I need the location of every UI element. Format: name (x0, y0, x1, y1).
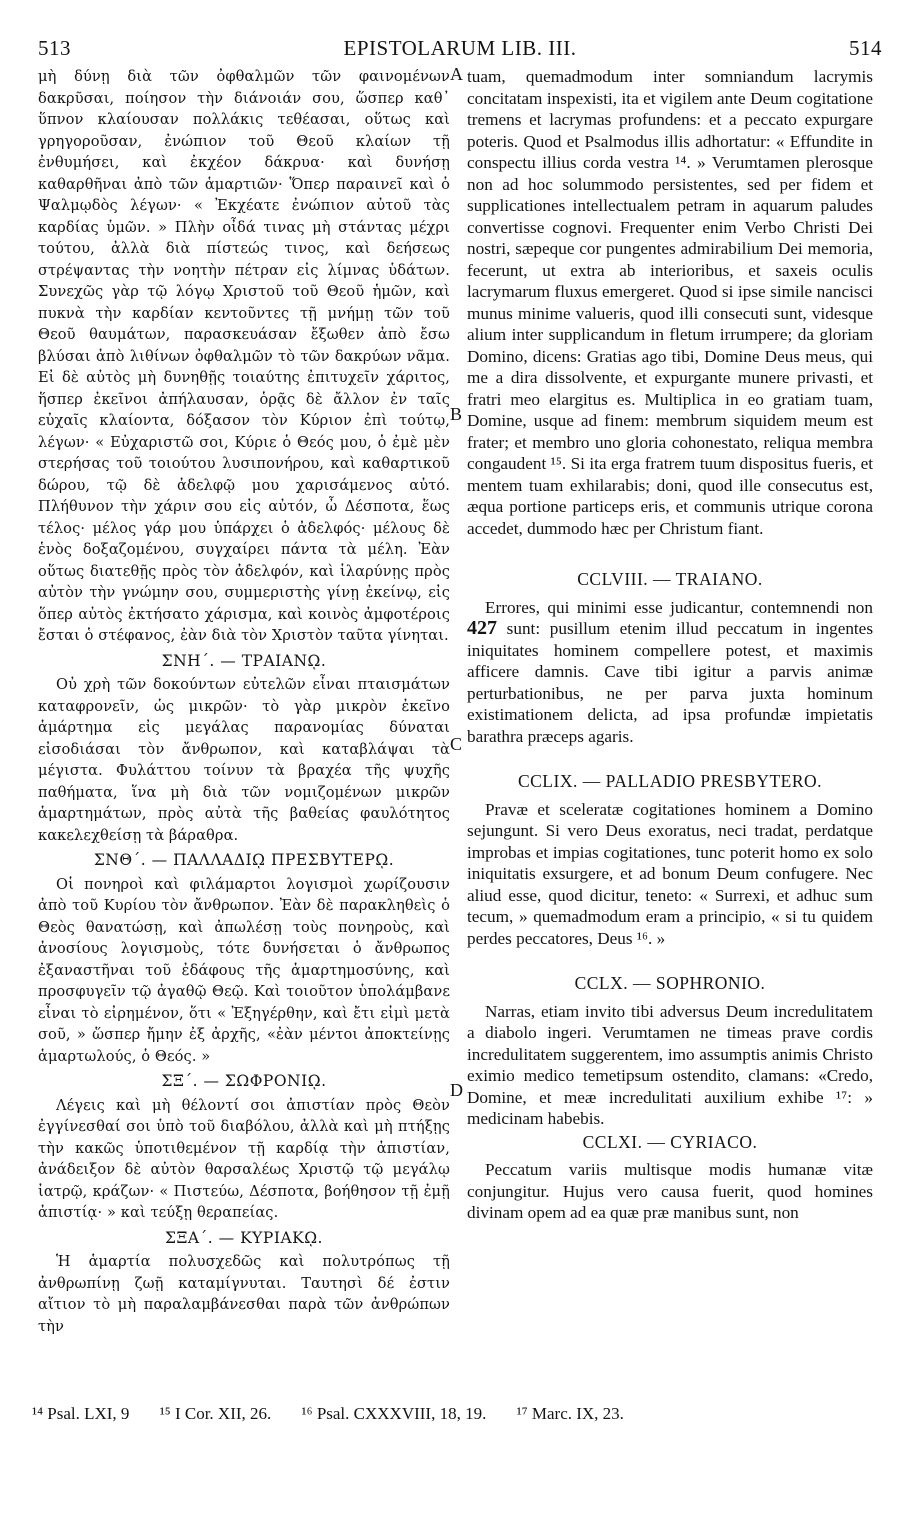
greek-paragraph: Οὐ χρὴ τῶν δοκούντων εὐτελῶν εἶναι πταισμάτων καταφρονεῖν, ὡς μικρῶν· τὸ γὰρ μικρὸν ἐκεῖνο ἁμάρτημα εἰς μεγάλας παρανομίας δύναται εἰσοδιάσαι τὸν ἄνθρωπον, καὶ καταβλάψαι τὰ μέγιστα. Φυλάττου τοίνυν τὰ βραχέα τῆς ψυχῆς παθήματα, ἵνα μὴ διὰ τῶν νομιζομένων μικρῶν ἁμαρτημάτων, πρὸς αὐτὰ τῆς βαθείας φαυλότητος κακελεχθείσῃ τὰ βάραθρα. (38, 676, 450, 844)
greek-letter-heading: ΣΞΑ´. — ΚΥΡΙΑΚῼ. (164, 1228, 323, 1247)
greek-column (38, 66, 450, 1337)
latin-letter-heading: CCLVIII. — TRAIANO. (577, 569, 763, 589)
latin-paragraph (467, 597, 873, 748)
running-title: EPISTOLARUM LIB. III. (343, 36, 577, 60)
greek-letter-heading: ΣΝΗ´. — ΤΡΑΙΑΝῼ. (161, 651, 327, 670)
right-page-number: 514 (849, 36, 882, 60)
margin-letter-c: C (450, 734, 463, 754)
latin-paragraph: Narras, etiam invito tibi adversus Deum incredulitatem a diabolo ingeri. Verumtamen ne timeas prave cordis incredulitatem suggerentem, imo assumptis animis Christo eximio medico temetipsum ostendito, clamans: «Credo, Domine, et meæ incredulitati auxilium exhibe ¹⁷: » medicinam habebis. (467, 1001, 873, 1128)
greek-letter-heading: ΣΞ´. — ΣΩΦΡΟΝΙῼ. (161, 1072, 327, 1090)
latin-letter-heading: CCLXI. — CYRIACO. (582, 1131, 758, 1152)
running-header (38, 36, 882, 62)
latin-text: Errores, qui minimi esse judicantur, contemnendi non (485, 597, 873, 617)
latin-letter-heading: CCLIX. — PALLADIO PRESBYTERO. (517, 771, 823, 791)
footnotes (32, 1404, 882, 1424)
latin-letter-heading: CCLX. — SOPHRONIO. (574, 973, 766, 993)
margin-letter-b: B (450, 404, 463, 424)
left-page-number: 513 (38, 36, 71, 60)
footnote: ¹⁵ I Cor. XII, 26. (159, 1404, 272, 1423)
footnote: ¹⁷ Marc. IX, 23. (516, 1404, 624, 1423)
latin-paragraph: tuam, quemadmodum inter somniandum lacrymis concitatam inspexisti, ita et vigilem ante Deum cogitatione tremens et lacrymas profundens: et a peccato expurgare poteris. Quod et Psalmodus illis adhortatur: « Effundite in conspectu illius corda vestra ¹⁴. » Verumtamen plerosque non ad hoc solummodo persistentes, sed per fidem et supplicationes intellectualem petram in aquarum paludes convertisse cognovi. Frequenter enim Verbo Christi Dei nostri, sæpeque cor pungentes admirabilium Dei memoria, fecerunt, ut extra ab interioribus, et saxeis oculis lacrymarum fluxus emergeret. Quod si ipse simile nancisci munus minime valueris, quod illi consecuti sunt, videsque alium inter supplicandum in fletum irrumpere; da gloriam Domino, dicens: Gratias ago tibi, Domine Deus meus, qui me a dira dissolvente, et expurgante munere privasti, et fratri meo elargitus es. Multiplica in eo gratiam tuam, Domine, usque ad finem: membrum siquidem meum est frater; et membro uno gloria cohonestato, reliqua membra congaudent ¹⁵. Si ita erga fratrem tuum dispositus fueris, et mentem tuam exhilarabis; doni, quod ille consecutus est, æqua portione particeps eris, et communis utrique corona accedet, dummodo hæc per Christum fiant. (467, 67, 873, 538)
greek-paragraph: Ἡ ἁμαρτία πολυσχεδῶς καὶ πολυτρόπως τῇ ἀνθρωπίνῃ ζωῇ καταμίγνυται. Ταυτησὶ δέ ἐστιν αἴτιον τὸ μὴ παραλαμβάνεσθαι παρὰ τῶν ἀνθρώπων τὴν (38, 1253, 450, 1335)
margin-letter-a: A (450, 64, 463, 84)
latin-paragraph: Pravæ et sceleratæ cogitationes hominem a Domino sejungunt. Si vero Deus exoratus, neci tradat, perdatque improbas et impias cogitationes, tunc poterit homo ex solo iniquitatis exsurgere, et ad bonum Deum confugere. Nec aliud esse, quod dicitur, teneto: « Surrexi, et adhuc sum tecum, » quemadmodum eram a principio, « si tu quidem perdes peccatores, Deus ¹⁶. » (467, 799, 873, 948)
greek-paragraph: Λέγεις καὶ μὴ θέλοντί σοι ἀπιστίαν πρὸς Θεὸν ἐγγίνεσθαί σοι ὑπὸ τοῦ διαβόλου, ἀλλὰ καὶ μὴ πτήξῃς τὴν κακῶς ὑποτιθεμένον τῇ καρδίᾳ τὴν ἀπιστίαν, ἀνάδειξον δὲ αὐτὸν θαρσαλέως Χριστῷ τῷ μεγάλῳ ἰατρῷ, κράζων· « Πιστεύω, Δέσποτα, βοήθησον τῇ ἐμῇ ἀπιστίᾳ· » καὶ τεύξῃ θεραπείας. (38, 1096, 450, 1221)
greek-paragraph: Οἱ πονηροὶ καὶ φιλάμαρτοι λογισμοὶ χωρίζουσιν ἀπὸ τοῦ Κυρίου τὸν ἄνθρωπον. Ἐὰν δὲ παρακληθεὶς ὁ Θεὸς θανατώσῃ, καὶ ἀπωλέσῃ τοὺς πονηροὺς, καὶ ἀνοσίους λογισμοὺς, τότε δυνήσεται ὁ ἄνθρωπος ἐξαναστῆναι τοῦ ἐδάφους τῆς ἁμαρτημοσύνης, καὶ προσφυγεῖν τῷ ἀγαθῷ Θεῷ. Καὶ τοιοῦτον ὑπολάμβανε εἶναι τὸ εἰρημένον, ὅτι « Ἐξηγέρθην, καὶ ἔτι εἰμὶ μετὰ σοῦ, » ὥσπερ ἤμην ἐξ ἀρχῆς, «ἐὰν μέντοι ἀποκτείνῃς ἁμαρτωλούς, ὁ Θεός. » (38, 875, 450, 1065)
edition-page-number: 427 (467, 617, 497, 639)
margin-letter-d: D (450, 1080, 463, 1100)
footnote: ¹⁶ Psal. CXXXVIII, 18, 19. (301, 1404, 487, 1423)
latin-paragraph: Peccatum variis multisque modis humanæ vitæ conjungitur. Hujus vero causa fuerit, quod homines divinam opem ad ea quæ præ manibus sunt, non (467, 1160, 873, 1222)
latin-text: sunt: pusillum etenim illud peccatum in ingentes iniquitates hominem compellere potest, et maximis afficere damnis. Cave tibi igitur a parvis animæ perturbationibus, ne per parva juxta hominum existimationem delicta, ad ipsa profundæ impietatis barathra præceps agaris. (467, 619, 874, 746)
greek-paragraph: μὴ δύνῃ διὰ τῶν ὀφθαλμῶν τῶν φαινομένων δακρῦσαι, ποίησον τὴν διάνοιάν σου, ὥσπερ καθ᾽ ὕπνον κλαίουσαν πολλάκις τεθέασαι, οὕτως καὶ γρηγοροῦσαν, ἐνώπιον τοῦ Θεοῦ κλαίων τῇ ἐνθυμήσει, καὶ ἐκχέον δάκρυα· καὶ δυνήσῃ καθαρθῆναι ἀπὸ τῶν ἁμαρτιῶν· Ὅπερ παραινεῖ καὶ ὁ Ψαλμῳδὸς λέγων· « Ἐκχέατε ἐνώπιον αὐτοῦ τὰς καρδίας ὑμῶν. » Πλὴν οἶδά τινας μὴ στάντας μέχρι τούτου, ἀλλὰ διὰ πίστεώς τινος, καὶ δεήσεως στρέψαντας τὴν νοητὴν πέτραν εἰς λίμνας ὑδάτων. Συνεχῶς γὰρ τῷ λόγῳ Χριστοῦ τοῦ Θεοῦ ἡμῶν, καὶ πυκνὰ τὴν καρδίαν κεντοῦντες τῇ μνήμῃ τῶν τοῦ Θεοῦ θαυμάτων, παρασκευάσαν ἔξωθεν ἀπὸ ἔσω βλύσαι ἀπὸ λιθίνων ὀφθαλμῶν τὸ τῶν δακρύων νᾶμα. Εἰ δὲ αὐτὸς μὴ δυνηθῇς τοιαύτης ἐπιτυχεῖν χάριτος, ἥσπερ ἐκεῖνοι ἀπήλαυσαν, ὁρᾷς δὲ ἄλλον ἐν ταῖς εὐχαῖς κλαίοντα, δόξασον τὸν Κύριον ἐπὶ τούτῳ, λέγων· « Εὐχαριστῶ σοι, Κύριε ὁ Θεός μου, ὁ ἐμὲ μὲν στερήσας τοῦ τοιούτου λυσιπονήρου, καὶ καθαρτικοῦ δώρου, τῷ δὲ ἀδελφῷ μου χαρισάμενος αὐτό. Πλήθυνον τὴν χάριν σου εἰς αὐτόν, ὦ Δέσποτα, ἕως τέλος· μέλος γάρ μου ὑπάρχει ὁ ἀδελφός· μέλους δὲ ἑνὸς δοξαζομένου, συγχαίρει πάντα τὰ μέλη. Ἐὰν οὕτως διατεθῇς πρὸς τὸν ἀδελφόν, καὶ ἱλαρύνῃς πρὸς αὐτὸν τὴν γνώμην σου, συμμεριστὴς γίνῃ ἐκείνῳ, εἰς ὅπερ αὐτὸς ἐκτήσατο χάρισμα, καὶ κοινὸς ἀμφοτέροις ἔσται ὁ στέφανος, ἐὰν διὰ τὸν Χριστὸν ταῦτα γίνηται. (38, 68, 450, 644)
greek-letter-heading: ΣΝΘ´. — ΠΑΛΛΑΔΙῼ ΠΡΕΣΒΥΤΕΡῼ. (93, 851, 395, 869)
footnote: ¹⁴ Psal. LXI, 9 (32, 1404, 130, 1423)
latin-column (467, 66, 873, 1224)
